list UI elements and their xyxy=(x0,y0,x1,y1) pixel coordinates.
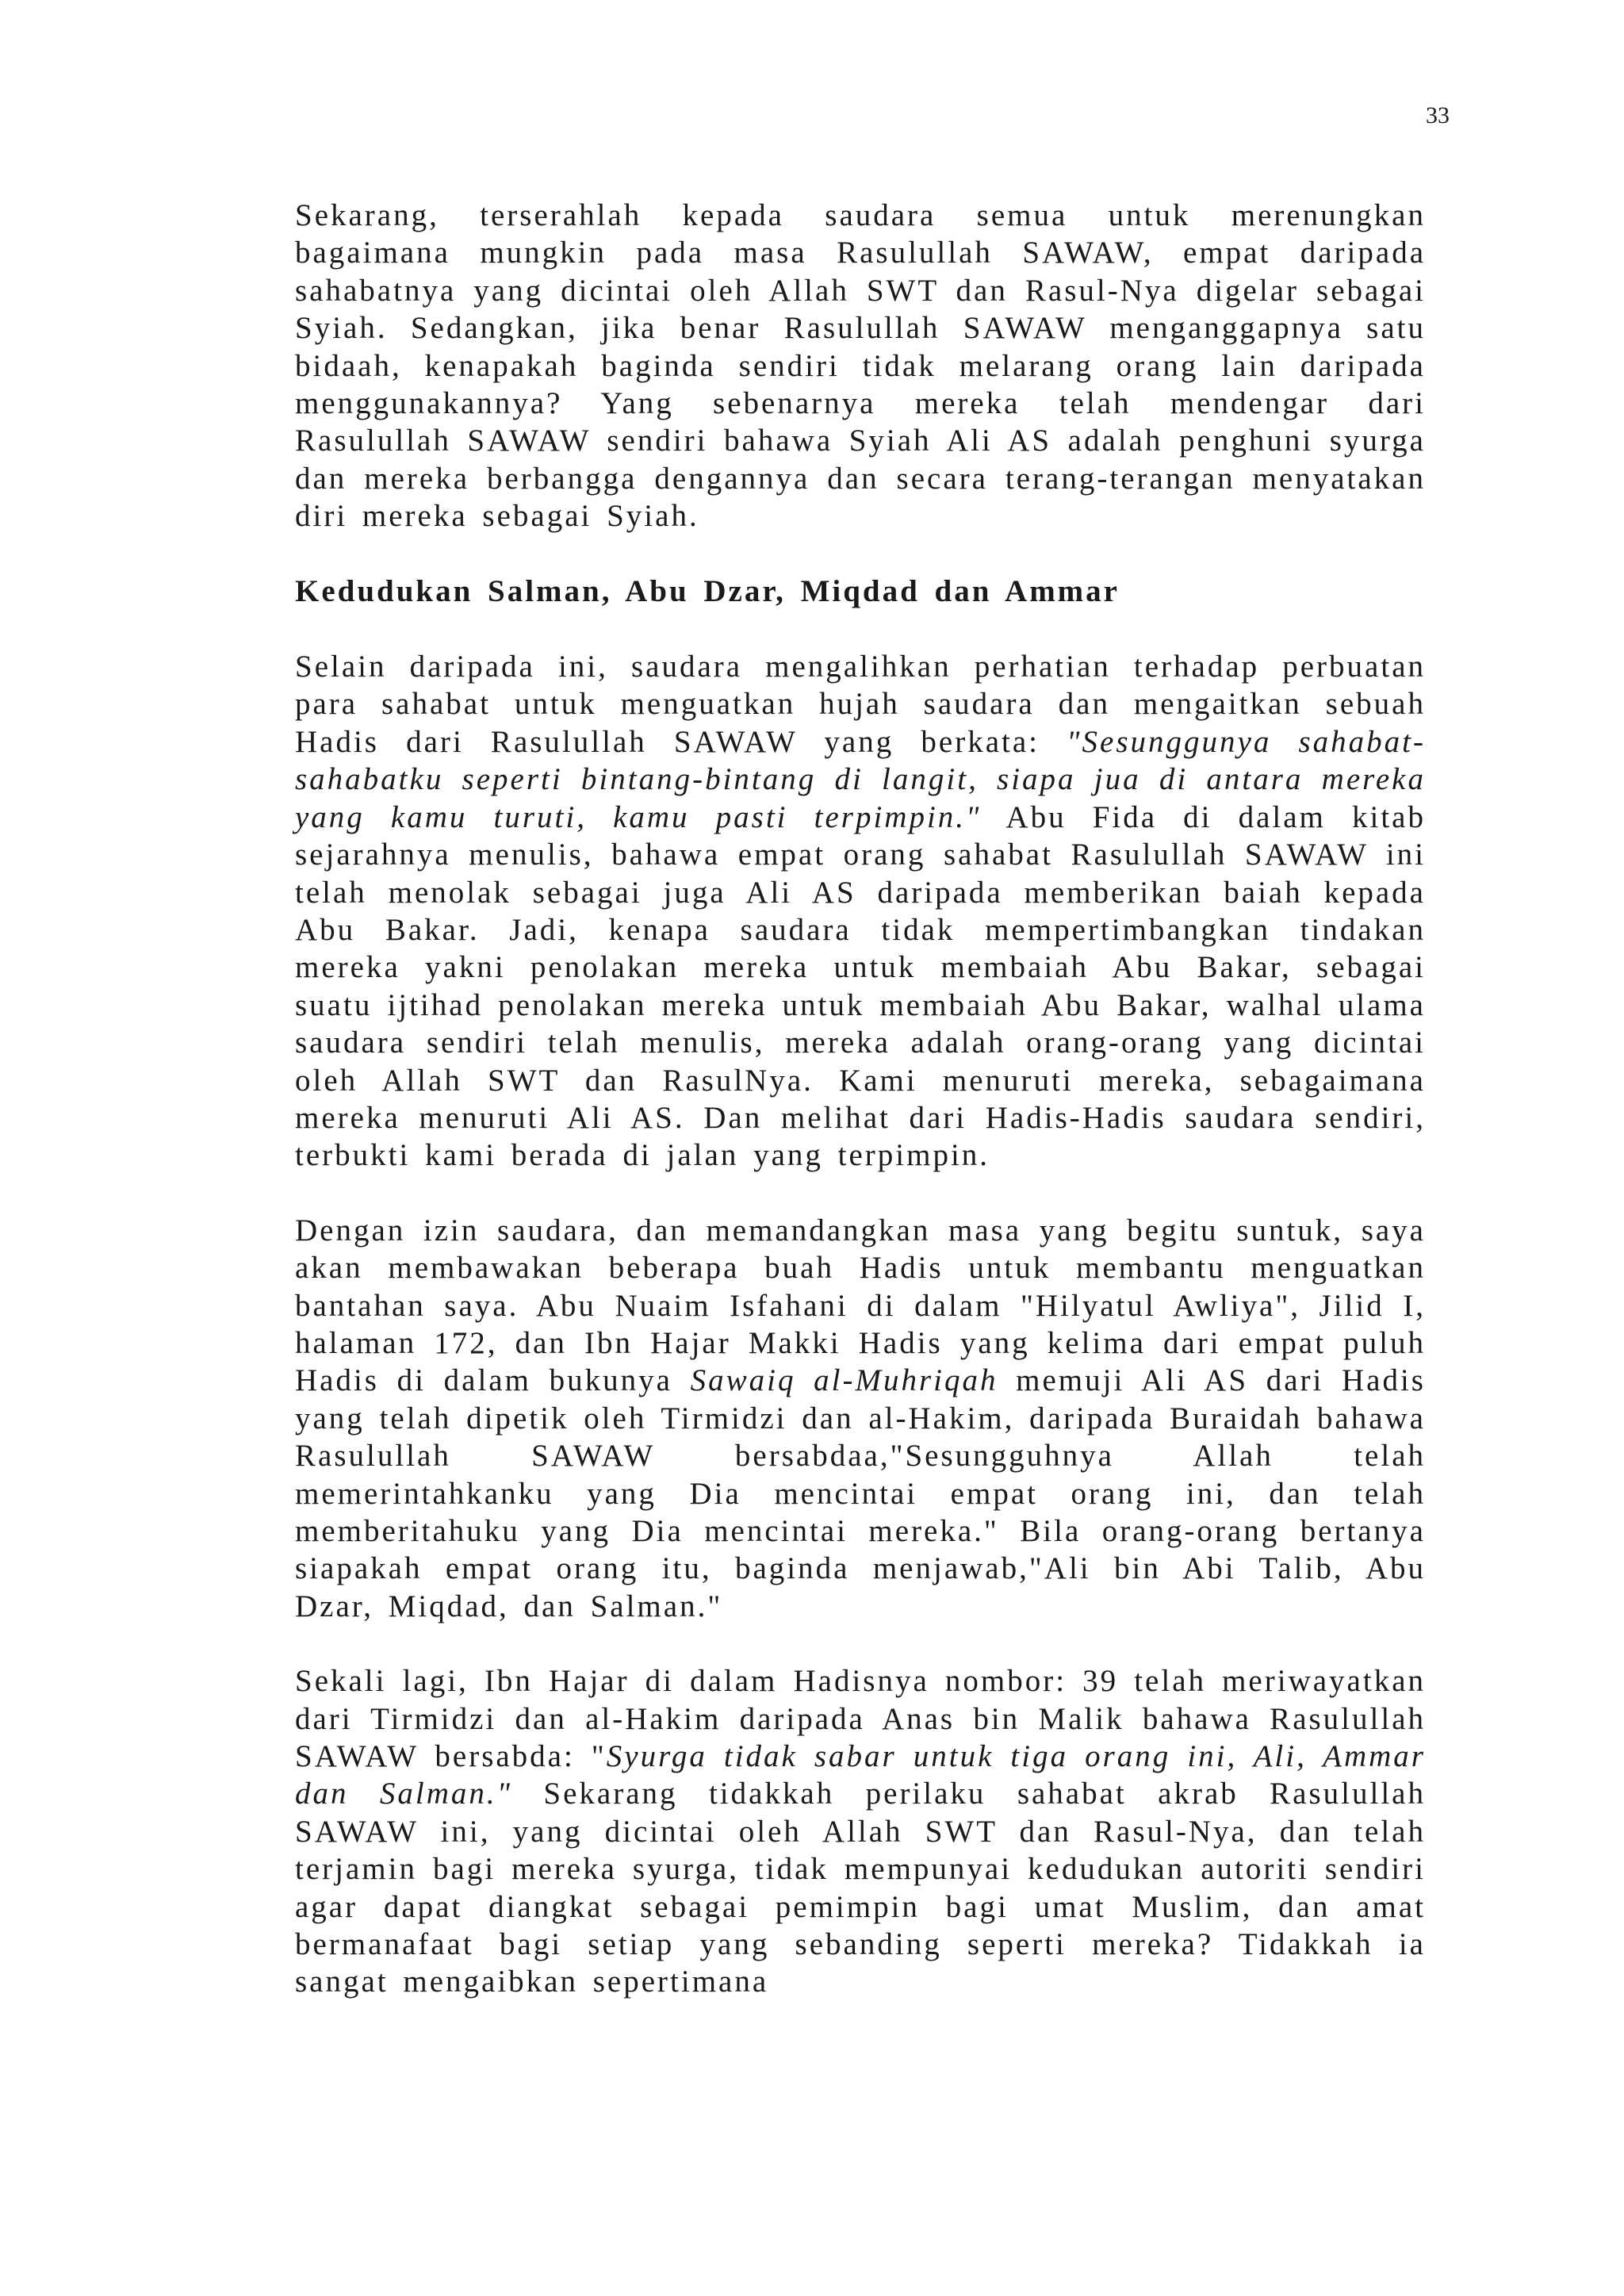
paragraph-text: Sekali lagi, Ibn Hajar di dalam Hadisnya nombor: 39 telah meriwayatkan dari Tirmidzi dan al-Hakim daripada Anas bin Malik bahawa Rasulullah SAWAW bersabda: " xyxy=(295,1664,1426,1774)
hadith-quote: Syurga tidak sabar untuk tiga orang ini, Ali, Ammar dan Salman." xyxy=(295,1739,1426,1811)
document-body xyxy=(295,197,1426,2038)
paragraph-four-beloved xyxy=(295,1212,1426,1625)
paragraph-companions-hadith xyxy=(295,648,1426,1175)
paragraph-text: memuji Ali AS dari Hadis yang telah dipetik oleh Tirmidzi dan al-Hakim, daripada Buraidah bahawa Rasulullah SAWAW bersabdaa,"Sesungguhnya Allah telah memerintahkanku yang Dia mencintai empat orang ini, dan telah memberitahuku yang Dia mencintai mereka." Bila orang-orang bertanya siapakah empat orang itu, baginda menjawab,"Ali bin Abi Talib, Abu Dzar, Miqdad, dan Salman." xyxy=(295,1363,1426,1623)
paragraph-text: Sekarang tidakkah perilaku sahabat akrab Rasulullah SAWAW ini, yang dicintai oleh Allah SWT dan Rasul-Nya, dan telah terjamin bagi mereka syurga, tidak mempunyai kedudukan autoriti sendiri agar dapat diangkat sebagai pemimpin bagi umat Muslim, dan amat bermanafaat bagi setiap yang sebanding seperti mereka? Tidakkah ia sangat mengaibkan sepertimana xyxy=(295,1777,1426,1999)
paragraph-text: Abu Fida di dalam kitab sejarahnya menulis, bahawa empat orang sahabat Rasulullah SAWAW ini telah menolak sebagai juga Ali AS daripada memberikan baiah kepada Abu Bakar. Jadi, kenapa saudara tidak mempertimbangkan tindakan mereka yakni penolakan mereka untuk membaiah Abu Bakar, sebagai suatu ijtihad penolakan mereka untuk membaiah Abu Bakar, walhal ulama saudara sendiri telah menulis, mereka adalah orang-orang yang dicintai oleh Allah SWT dan RasulNya. Kami menuruti mereka, sebagaimana mereka menuruti Ali AS. Dan melihat dari Hadis-Hadis saudara sendiri, terbukti kami berada di jalan yang terpimpin. xyxy=(295,799,1426,1173)
section-heading: Kedudukan Salman, Abu Dzar, Miqdad dan Ammar xyxy=(295,573,1120,608)
paragraph-text: Dengan izin saudara, dan memandangkan masa yang begitu suntuk, saya akan membawakan beberapa buah Hadis untuk membantu menguatkan bantahan saya. Abu Nuaim Isfahani di dalam "Hilyatul Awliya", Jilid I, halaman 172, dan Ibn Hajar Makki Hadis yang kelima dari empat puluh Hadis di dalam bukunya xyxy=(295,1213,1426,1398)
paragraph-text: Selain daripada ini, saudara mengalihkan perhatian terhadap perbuatan para sahabat untuk menguatkan hujah saudara dan mengaitkan sebuah Hadis dari Rasulullah SAWAW yang berkata: xyxy=(295,650,1426,759)
page-number: 33 xyxy=(1426,102,1450,128)
hadith-quote: "Sesunggunya sahabat-sahabatku seperti bintang-bintang di langit, siapa jua di antara mereka yang kamu turuti, kamu pasti terpimpin." xyxy=(295,724,1426,834)
book-title: Sawaiq al-Muhriqah xyxy=(690,1363,998,1398)
paragraph-paradise-three xyxy=(295,1662,1426,2001)
paragraph-syiah-companions: Sekarang, terserahlah kepada saudara semua untuk merenungkan bagaimana mungkin pada masa Rasulullah SAWAW, empat daripada sahabatnya yang dicintai oleh Allah SWT dan Rasul-Nya digelar sebagai Syiah. Sedangkan, jika benar Rasulullah SAWAW menganggapnya satu bidaah, kenapakah baginda sendiri tidak melarang orang lain daripada menggunakannya? Yang sebenarnya mereka telah mendengar dari Rasulullah SAWAW sendiri bahawa Syiah Ali AS adalah penghuni syurga dan mereka berbangga dengannya dan secara terang-terangan menyatakan diri mereka sebagai Syiah. xyxy=(295,198,1426,534)
